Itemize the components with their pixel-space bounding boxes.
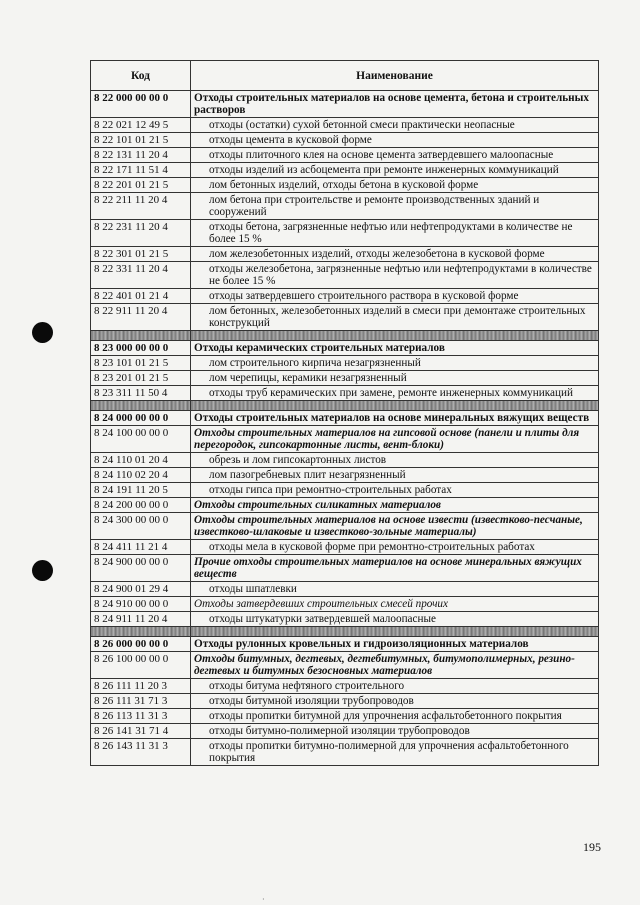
table-row xyxy=(91,597,599,612)
name-cell: отходы битума нефтяного строительного xyxy=(191,679,599,694)
name-cell: отходы пропитки битумно-полимерной для упрочнения асфальтобетонного покрытия xyxy=(191,739,599,766)
code-cell: 8 24 411 11 21 4 xyxy=(91,540,191,555)
code-cell: 8 26 111 31 71 3 xyxy=(91,694,191,709)
code-cell: 8 22 201 01 21 5 xyxy=(91,178,191,193)
table-row xyxy=(91,411,599,426)
code-cell: 8 26 100 00 00 0 xyxy=(91,652,191,679)
name-cell: лом бетонных, железобетонных изделий в смеси при демонтаже строительных конструкций xyxy=(191,304,599,331)
code-cell: 8 26 141 31 71 4 xyxy=(91,724,191,739)
name-cell: отходы битумно-полимерной изоляции трубопроводов xyxy=(191,724,599,739)
name-cell: Прочие отходы строительных материалов на основе минеральных вяжущих веществ xyxy=(191,555,599,582)
code-cell: 8 26 113 11 31 3 xyxy=(91,709,191,724)
code-cell: 8 22 911 11 20 4 xyxy=(91,304,191,331)
name-cell xyxy=(191,627,599,637)
name-cell: Отходы строительных материалов на основе минеральных вяжущих веществ xyxy=(191,411,599,426)
name-cell: Отходы затвердевших строительных смесей прочих xyxy=(191,597,599,612)
code-cell: 8 23 000 00 00 0 xyxy=(91,341,191,356)
table-row xyxy=(91,386,599,401)
code-cell: 8 26 000 00 00 0 xyxy=(91,637,191,652)
scan-speck: · xyxy=(262,895,265,904)
header-name: Наименование xyxy=(191,61,599,91)
table-row xyxy=(91,220,599,247)
code-cell: 8 24 100 00 00 0 xyxy=(91,426,191,453)
code-cell: 8 24 110 02 20 4 xyxy=(91,468,191,483)
code-cell: 8 22 301 01 21 5 xyxy=(91,247,191,262)
name-cell: Отходы битумных, дегтевых, дегтебитумных, битумополимерных, резино-дегтевых и битумных безосновных материалов xyxy=(191,652,599,679)
section-separator xyxy=(91,401,599,411)
name-cell: обрезь и лом гипсокартонных листов xyxy=(191,453,599,468)
name-cell: Отходы строительных материалов на основе извести (известково-песчаные, известково-шлаковые и известково-зольные материалы) xyxy=(191,513,599,540)
name-cell: отходы битумной изоляции трубопроводов xyxy=(191,694,599,709)
table-row xyxy=(91,247,599,262)
table-row xyxy=(91,148,599,163)
table-row xyxy=(91,555,599,582)
table-row xyxy=(91,453,599,468)
name-cell: отходы цемента в кусковой форме xyxy=(191,133,599,148)
name-cell: отходы мела в кусковой форме при ремонтно-строительных работах xyxy=(191,540,599,555)
table-row xyxy=(91,193,599,220)
code-cell: 8 26 143 11 31 3 xyxy=(91,739,191,766)
code-cell xyxy=(91,331,191,341)
name-cell: Отходы рулонных кровельных и гидроизоляционных материалов xyxy=(191,637,599,652)
code-cell: 8 24 300 00 00 0 xyxy=(91,513,191,540)
name-cell xyxy=(191,401,599,411)
table-row xyxy=(91,118,599,133)
code-cell: 8 22 000 00 00 0 xyxy=(91,91,191,118)
name-cell: отходы бетона, загрязненные нефтью или нефтепродуктами в количестве не более 15 % xyxy=(191,220,599,247)
table-row xyxy=(91,582,599,597)
page-number: 195 xyxy=(583,840,601,854)
code-cell: 8 23 101 01 21 5 xyxy=(91,356,191,371)
code-cell: 8 24 110 01 20 4 xyxy=(91,453,191,468)
name-cell: отходы плиточного клея на основе цемента затвердевшего малоопасные xyxy=(191,148,599,163)
name-cell: отходы труб керамических при замене, ремонте инженерных коммуникаций xyxy=(191,386,599,401)
table-row xyxy=(91,163,599,178)
name-cell: лом строительного кирпича незагрязненный xyxy=(191,356,599,371)
table-row xyxy=(91,739,599,766)
name-cell: отходы штукатурки затвердевшей малоопасные xyxy=(191,612,599,627)
table-row xyxy=(91,468,599,483)
table-row xyxy=(91,513,599,540)
code-cell: 8 24 900 00 00 0 xyxy=(91,555,191,582)
section-separator xyxy=(91,331,599,341)
table-row xyxy=(91,341,599,356)
name-cell: отходы пропитки битумной для упрочнения асфальтобетонного покрытия xyxy=(191,709,599,724)
name-cell: Отходы керамических строительных материалов xyxy=(191,341,599,356)
code-cell: 8 22 021 12 49 5 xyxy=(91,118,191,133)
table-row xyxy=(91,540,599,555)
code-cell: 8 22 401 01 21 4 xyxy=(91,289,191,304)
binder-hole-top xyxy=(32,322,53,343)
waste-code-table xyxy=(90,60,599,766)
table-row xyxy=(91,133,599,148)
code-cell: 8 24 191 11 20 5 xyxy=(91,483,191,498)
table-row xyxy=(91,304,599,331)
code-cell: 8 24 910 00 00 0 xyxy=(91,597,191,612)
table-row xyxy=(91,91,599,118)
name-cell: лом бетонных изделий, отходы бетона в кусковой форме xyxy=(191,178,599,193)
name-cell: отходы (остатки) сухой бетонной смеси практически неопасные xyxy=(191,118,599,133)
table-row xyxy=(91,178,599,193)
section-separator xyxy=(91,627,599,637)
code-cell: 8 22 331 11 20 4 xyxy=(91,262,191,289)
name-cell: отходы гипса при ремонтно-строительных работах xyxy=(191,483,599,498)
code-cell: 8 22 131 11 20 4 xyxy=(91,148,191,163)
table-header-row xyxy=(91,61,599,91)
table-row xyxy=(91,612,599,627)
name-cell: лом пазогребневых плит незагрязненный xyxy=(191,468,599,483)
name-cell: лом железобетонных изделий, отходы железобетона в кусковой форме xyxy=(191,247,599,262)
header-code: Код xyxy=(91,61,191,91)
name-cell: Отходы строительных силикатных материалов xyxy=(191,498,599,513)
table-row xyxy=(91,262,599,289)
name-cell xyxy=(191,331,599,341)
table-row xyxy=(91,652,599,679)
name-cell: отходы изделий из асбоцемента при ремонте инженерных коммуникаций xyxy=(191,163,599,178)
table-row xyxy=(91,483,599,498)
code-cell: 8 22 101 01 21 5 xyxy=(91,133,191,148)
table-row xyxy=(91,724,599,739)
table-row xyxy=(91,498,599,513)
name-cell: лом бетона при строительстве и ремонте производственных зданий и сооружений xyxy=(191,193,599,220)
table-row xyxy=(91,679,599,694)
code-cell: 8 24 000 00 00 0 xyxy=(91,411,191,426)
code-cell xyxy=(91,401,191,411)
name-cell: лом черепицы, керамики незагрязненный xyxy=(191,371,599,386)
code-cell: 8 24 900 01 29 4 xyxy=(91,582,191,597)
code-cell: 8 22 211 11 20 4 xyxy=(91,193,191,220)
table-row xyxy=(91,637,599,652)
binder-hole-bottom xyxy=(32,560,53,581)
table-row xyxy=(91,356,599,371)
code-cell xyxy=(91,627,191,637)
name-cell: отходы затвердевшего строительного раствора в кусковой форме xyxy=(191,289,599,304)
code-cell: 8 23 201 01 21 5 xyxy=(91,371,191,386)
name-cell: отходы шпатлевки xyxy=(191,582,599,597)
table-row xyxy=(91,709,599,724)
table-row xyxy=(91,694,599,709)
code-cell: 8 22 171 11 51 4 xyxy=(91,163,191,178)
code-cell: 8 23 311 11 50 4 xyxy=(91,386,191,401)
name-cell: Отходы строительных материалов на гипсовой основе (панели и плиты для перегородок, гипсокартонные листы, вент-блоки) xyxy=(191,426,599,453)
name-cell: Отходы строительных материалов на основе цемента, бетона и строительных растворов xyxy=(191,91,599,118)
code-cell: 8 26 111 11 20 3 xyxy=(91,679,191,694)
table-body xyxy=(91,91,599,766)
code-cell: 8 22 231 11 20 4 xyxy=(91,220,191,247)
table-row xyxy=(91,289,599,304)
table-row xyxy=(91,426,599,453)
code-cell: 8 24 200 00 00 0 xyxy=(91,498,191,513)
code-cell: 8 24 911 11 20 4 xyxy=(91,612,191,627)
name-cell: отходы железобетона, загрязненные нефтью или нефтепродуктами в количестве не более 15 % xyxy=(191,262,599,289)
table-row xyxy=(91,371,599,386)
